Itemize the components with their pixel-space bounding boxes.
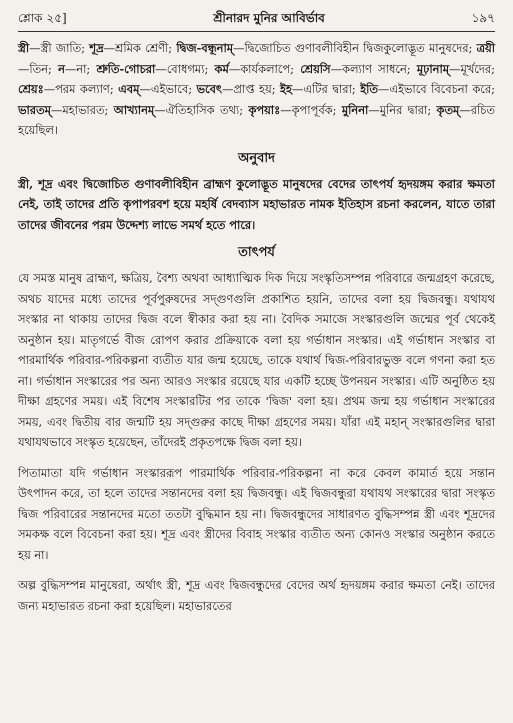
synonym-meaning: রচিত হয়েছিল: [18, 102, 495, 137]
synonym-meaning: এটির দ্বারা: [303, 82, 352, 96]
synonym-meaning: মুনির দ্বারা: [379, 102, 428, 117]
translation-text: স্ত্রী, শূদ্র এবং দ্বিজোচিত গুণাবলীবিহীন ব্রাহ্মণ কুলোদ্ভূত মানুষদের বেদের তাৎপর্য হৃদয়ঙ্গম করার ক্ষমতা নেই, তাই তাদের প্রতি কৃপাপরবশ হয়ে মহর্ষি বেদব্যাস মহাভারত নামক ইতিহাস রচনা করলেন, যাতে তারা তাদের জীবনের পরম উদ্দেশ্য লাভে সমর্থ হতে পারে।: [18, 176, 495, 232]
purport-paragraph-3: অল্প বুদ্ধিসম্পন্ন মানুষেরা, অর্থাৎ স্ত্রী, শূদ্র এবং দ্বিজবন্ধুদের বেদের অর্থ হৃদয়ঙ্গম করার ক্ষমতা নেই। তাদের জন্য মহাভারত রচনা করা হয়েছিল। মহাভারতের: [18, 578, 495, 613]
synonym-meaning: না: [76, 61, 87, 76]
synonym-meaning: বোধগম্য: [166, 61, 205, 76]
synonym-term: ভারতম্: [18, 102, 51, 117]
synonym-meaning: কল্যাণ সাধনে: [341, 61, 407, 76]
synonym-meaning: দ্বিজোচিত গুণাবলীবিহীন দ্বিজকুলোদ্ভূত মানুষদের: [244, 41, 469, 55]
synonym-term: ভবেৎ: [196, 82, 222, 96]
synonym-term: স্ত্রী: [18, 41, 30, 55]
word-meanings: স্ত্রী—স্ত্রী জাতি; শূদ্র—শ্রমিক শ্রেণী; দ্বিজ-বন্ধূনাম্—দ্বিজোচিত গুণাবলীবিহীন দ্বিজকুলোদ্ভূত মানুষদের; ত্রয়ী—তিন; ন—না; শ্রুতি-গোচরা—বোধগম্য; কর্ম—কার্যকলাপে; শ্রেয়সি—কল্যাণ সাধনে; মূঢ়ানাম্—মূর্খদের; শ্রেয়ঃ—পরম কল্যাণ; এবম্—এইভাবে; ভবেৎ—প্রাপ্ত হয়; ইহ—এটির দ্বারা; ইতি—এইভাবে বিবেচনা করে; ভারতম্—মহাভারত; আখ্যানম্—ঐতিহাসিক তথ্য; কৃপয়াঃ—কৃপাপূর্বক; মুনিনা—মুনির দ্বারা; কৃতম্—রচিত হয়েছিল।: [18, 41, 495, 137]
synonym-term: শ্রেয়ঃ: [18, 82, 44, 96]
chapter-title: শ্রীনারদ মুনির আবির্ভাব: [213, 11, 325, 25]
synonym-meaning: শ্রমিক শ্রেণী: [115, 41, 169, 55]
paragraph-gap: [18, 453, 495, 463]
synonym-term: ইহ: [280, 82, 292, 96]
synonym-meaning: ঐতিহাসিক তথ্য: [165, 102, 240, 117]
synonym-term: এবম্: [118, 82, 140, 96]
synonym-meaning: মূর্খদের: [460, 61, 492, 76]
synonym-term: কর্ম: [214, 61, 229, 76]
synonym-term: মূঢ়ানাম্: [416, 61, 450, 76]
synonym-term: শ্রেয়সি: [300, 61, 331, 76]
synonym-term: দ্বিজ-বন্ধূনাম্: [176, 41, 234, 55]
translation-heading: অনুবাদ: [238, 150, 275, 166]
synonym-meaning: এইভাবে বিবেচনা করে: [389, 82, 492, 96]
synonym-meaning: এইভাবে: [150, 82, 189, 96]
synonym-term: কৃতম্: [436, 102, 460, 117]
verse-reference: শ্লোক ২৫]: [18, 11, 67, 25]
purport-paragraph-2: পিতামাতা যদি গর্ভাধান সংস্কাররূপ পারমার্থিক পরিবার-পরিকল্পনা না করে কেবল কামার্ত হয়ে সন্তান উৎপাদন করে, তা হলে তাদের সন্তানদের বলা হয় দ্বিজবন্ধু। এই দ্বিজবন্ধুরা যথাযথ সংস্কারের দ্বারা সংস্কৃত দ্বিজ পরিবারের সন্তানদের মতো ততটা বুদ্ধিমান হয় না। দ্বিজবন্ধুদের সাধারণত বুদ্ধিসম্পন্ন স্ত্রী এবং শূদ্রদের সমকক্ষ বলে বিবেচনা করা হয়। শূদ্র এবং স্ত্রীদের বিবাহ সংস্কার ব্যতীত অন্য কোনও সংস্কার অনুষ্ঠান করতে হয় না।: [18, 465, 495, 562]
synonym-meaning: কৃপাপূর্বক: [291, 102, 333, 117]
synonym-term: ত্রয়ী: [476, 41, 495, 55]
synonym-term: শ্রুতি-গোচরা: [96, 61, 156, 76]
synonym-meaning: পরম কল্যাণ: [55, 82, 110, 96]
purport-paragraph-1: যে সমস্ত মানুষ ব্রাহ্মণ, ক্ষত্রিয়, বৈশ্য অথবা আধ্যাত্মিক দিক দিয়ে সংস্কৃতিসম্পন্ন পরিবারে জন্মগ্রহণ করেছে, অথচ যাদের মধ্যে তাদের পূর্বপুরুষদের সদ্‌গুণগুলি প্রকাশিত হয়নি, তাদের বলা হয় দ্বিজবন্ধু। যথাযথ সংস্কার না থাকায় তাদের দ্বিজ বলে স্বীকার করা হয় না। বৈদিক সমাজে সংস্কারগুলি জন্মের পূর্ব থেকেই অনুষ্ঠান হয়। মাতৃগর্ভে বীজ রোপণ করার প্রক্রিয়াকে বলা হয় গর্ভাধান সংস্কার। এই গর্ভাধান সংস্কার বা পারমার্থিক পরিবার-পরিকল্পনা ব্যতীত যার জন্ম হয়েছে, তাকে যথার্থ দ্বিজ-পরিবারভুক্ত বলে গণনা করা হত না। গর্ভাধান সংস্কারের পর অন্য আরও সংস্কার রয়েছে যার একটি হচ্ছে উপনয়ন সংস্কার। এটি অনুষ্ঠিত হয় দীক্ষা গ্রহণের সময়। এই বিশেষ সংস্কারটির পর তাকে 'দ্বিজ' বলা হয়। প্রথম জন্ম হয় গর্ভাধান সংস্কারের সময়, এবং দ্বিতীয় বার জন্মটি হয় সদ্‌গুরুর কাছে দীক্ষা গ্রহণের সময়। যাঁরা এই মহান্ সংস্কারগুলির দ্বারা যথাযথভাবে সংস্কৃত হয়েছেন, তাঁদেরই প্রকৃতপক্ষে দ্বিজ বলা হয়।: [18, 271, 495, 449]
synonym-term: কৃপয়াঃ: [248, 102, 281, 117]
synonym-meaning: তিন: [29, 61, 48, 76]
synonym-term: মুনিনা: [341, 102, 369, 117]
synonym-meaning: কার্যকলাপে: [240, 61, 291, 76]
synonym-meaning: প্রাপ্ত হয়: [233, 82, 272, 96]
page-header: [18, 10, 495, 28]
synonym-meaning: স্ত্রী জাতি: [40, 41, 82, 55]
page-number: ১৯৭: [471, 11, 495, 25]
header-rule: [18, 31, 495, 32]
synonym-term: ন: [58, 61, 65, 76]
synonym-term: শূদ্র: [89, 41, 104, 55]
synonym-meaning: মহাভারত: [62, 102, 105, 117]
paragraph-gap: [18, 565, 495, 575]
synonym-term: আখ্যানম্: [113, 102, 155, 117]
synonym-term: ইতি: [360, 82, 378, 96]
purport-heading: তাৎপর্য: [238, 245, 275, 260]
